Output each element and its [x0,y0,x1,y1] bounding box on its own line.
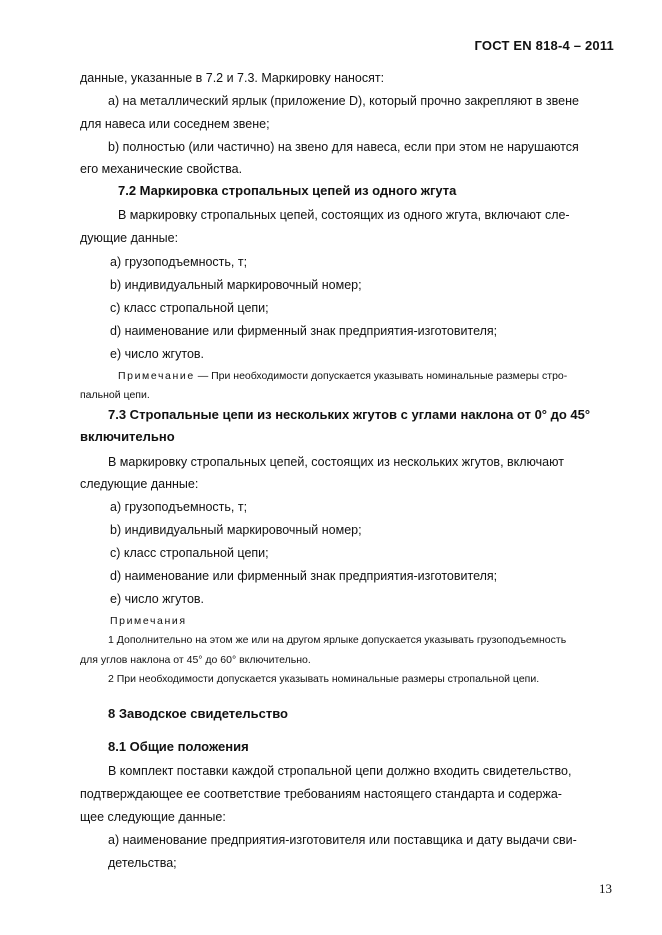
page-number: 13 [599,881,612,896]
paragraph-line: дующие данные: [80,231,179,245]
notes-label: Примечания [110,615,187,627]
list-item: b) индивидуальный маркировочный номер; [110,278,362,292]
paragraph-line: щее следующие данные: [80,810,226,824]
paragraph-line: В маркировку стропальных цепей, состоящих из нескольких жгутов, включают [108,455,564,469]
section-heading: 7.3 Стропальные цепи из нескольких жгутов с углами наклона от 0° до 45° [108,407,591,422]
list-item: b) полностью (или частично) на звено для навеса, если при этом не нарушаются [108,140,579,154]
standard-header: ГОСТ EN 818-4 – 2011 [474,38,614,53]
section-heading: включительно [80,429,175,444]
note-line: для углов наклона от 45° до 60° включительно. [80,654,311,666]
list-item: d) наименование или фирменный знак предприятия-изготовителя; [110,569,498,583]
list-item: a) на металлический ярлык (приложение D), который прочно закрепляют в звене [108,94,579,108]
note-line [118,368,567,384]
paragraph-line: В маркировку стропальных цепей, состоящих из одного жгута, включают сле- [118,208,570,222]
list-item: e) число жгутов. [110,347,205,361]
paragraph-line: В комплект поставки каждой стропальной цепи должно входить свидетельство, [108,764,572,778]
list-item: детельства; [108,856,177,870]
list-item: b) индивидуальный маркировочный номер; [110,523,362,537]
list-item: e) число жгутов. [110,592,205,606]
list-item: c) класс стропальной цепи; [110,301,269,315]
list-item: a) наименование предприятия-изготовителя или поставщика и дату выдачи сви- [108,833,577,847]
paragraph-line: следующие данные: [80,477,199,491]
note-text: — При необходимости допускается указывать номинальные размеры стро- [194,370,568,382]
section-heading: 8 Заводское свидетельство [108,706,288,721]
text-line: для навеса или соседнем звене; [80,117,270,131]
list-item: c) класс стропальной цепи; [110,546,269,560]
text-line: его механические свойства. [80,162,243,176]
list-item: a) грузоподъемность, т; [110,255,248,269]
note-line: пальной цепи. [80,389,150,401]
text-line: данные, указанные в 7.2 и 7.3. Маркировку наносят: [80,71,385,85]
list-item: a) грузоподъемность, т; [110,500,248,514]
note-line: 2 При необходимости допускается указывать номинальные размеры стропальной цепи. [108,673,540,685]
section-heading: 7.2 Маркировка стропальных цепей из одного жгута [118,183,457,198]
note-line: 1 Дополнительно на этом же или на другом ярлыке допускается указывать грузоподъемность [108,634,567,646]
paragraph-line: подтверждающее ее соответствие требованиям настоящего стандарта и содержа- [80,787,562,801]
note-label: Примечание [118,370,195,382]
list-item: d) наименование или фирменный знак предприятия-изготовителя; [110,324,498,338]
subsection-heading: 8.1 Общие положения [108,739,249,754]
